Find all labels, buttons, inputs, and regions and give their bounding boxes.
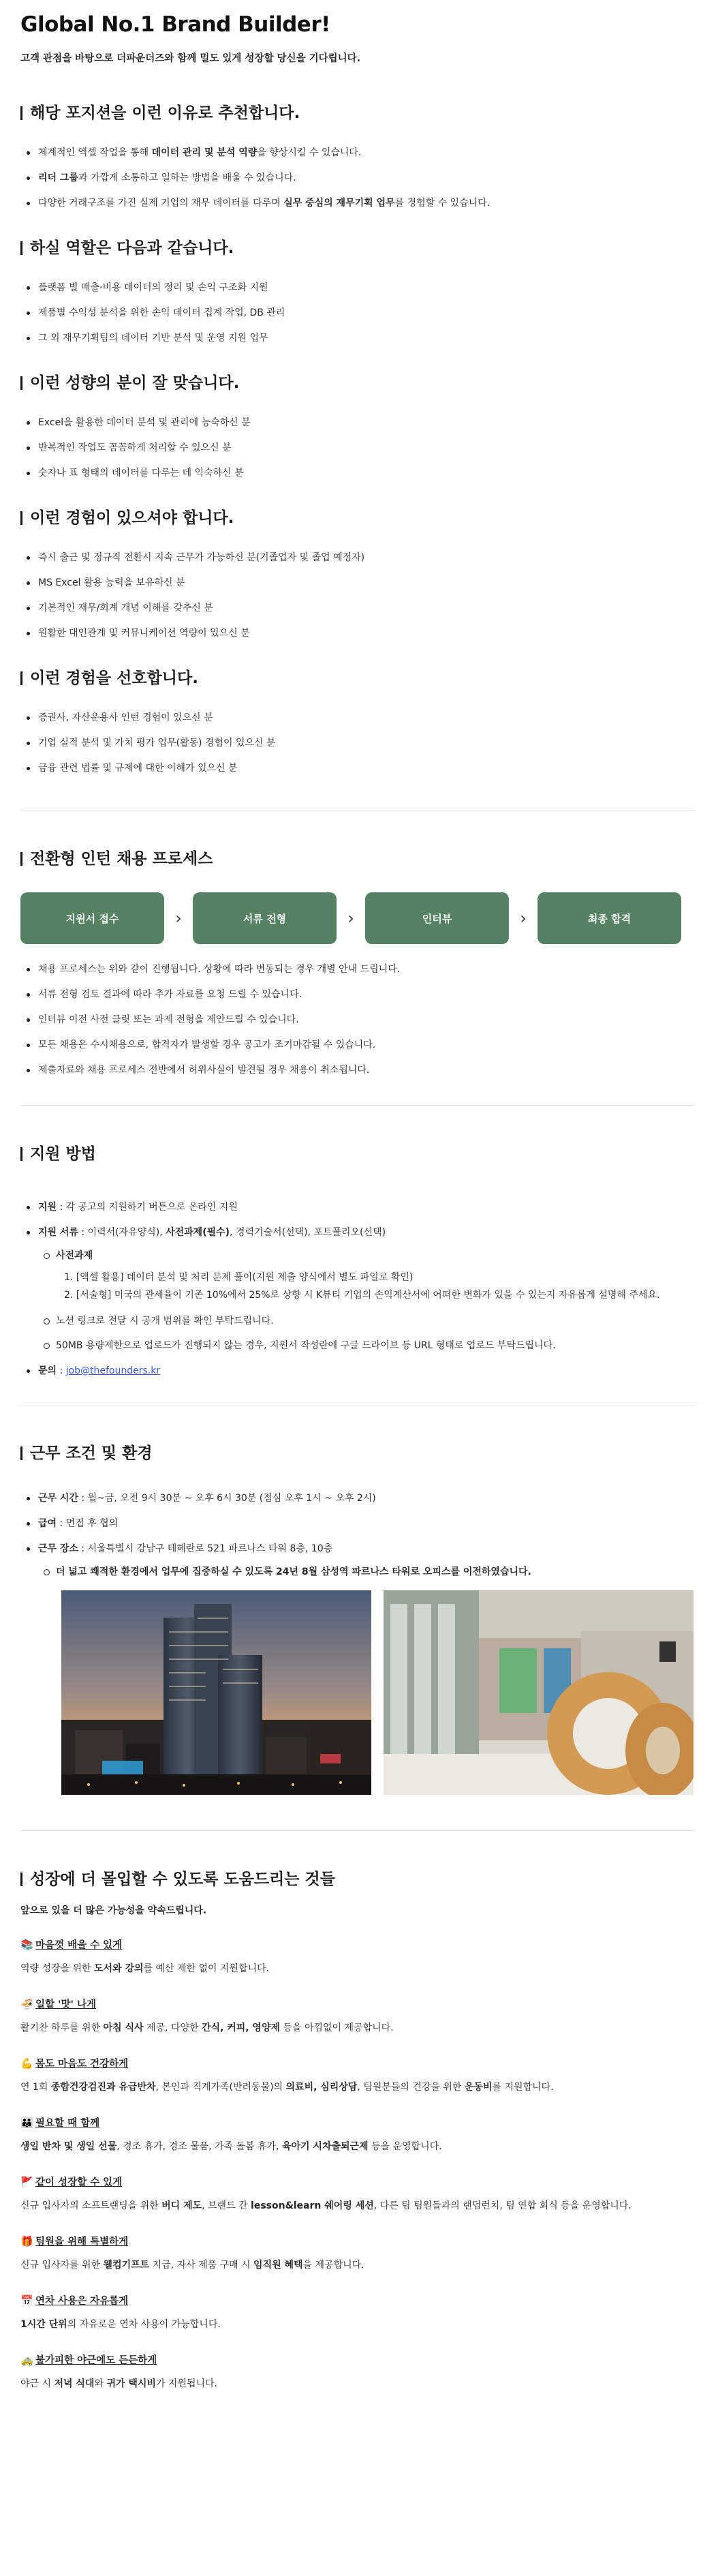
benefits-list xyxy=(20,1937,696,2393)
benefit-item xyxy=(20,2175,696,2215)
section-conditions xyxy=(20,1443,696,1795)
section-title: 전환형 인턴 채용 프로세스 xyxy=(20,849,696,869)
list-item: 모든 채용은 수시채용으로, 합격자가 발생할 경우 공고가 조기마감될 수 있습니다. xyxy=(20,1037,696,1052)
list-item: 반복적인 작업도 꼼꼼하게 처리할 수 있으신 분 xyxy=(20,440,696,455)
list-item: 인터뷰 이전 사전 클릿 또는 과제 전형을 제안드릴 수 있습니다. xyxy=(20,1012,696,1027)
benefit-label: 몸도 마음도 건강하게 xyxy=(35,2059,129,2070)
office-building-photo xyxy=(61,1590,371,1795)
benefit-title xyxy=(20,2293,696,2309)
section-title: 해당 포지션을 이런 이유로 추천합니다. xyxy=(20,103,696,123)
assignment-sublist xyxy=(38,1248,696,1353)
list-item: 서류 전형 검토 결과에 따라 추가 자료를 요청 드릴 수 있습니다. xyxy=(20,987,696,1002)
growth-intro: 앞으로 있을 더 많은 가능성을 약속드립니다. xyxy=(20,1905,207,1916)
divider xyxy=(20,1830,696,1831)
muscle-icon: 💪 xyxy=(20,2057,33,2070)
section-required xyxy=(20,508,696,641)
section-title: 지원 방법 xyxy=(20,1144,696,1164)
list-item: 지원 서류 : 이력서(자유양식), 사전과제(필수), 경력기술서(선택), 포트폴리오(선택) 사전과제 1. [엑셀 활용] 데이터 분석 및 처리 문제 풀이(지원 제출 양식에서 별도 파일로 확인) 2. [서술형] 미국의 관세율이 기존 10%에서 25%로 상향 시 K뷰티 기업의 손익계산서에 어떠한 변화가 있을 수 있는지 자유롭게 설명해 주세요. 노션 링크로 전달 시 공개 범위를 확인 부탁드립니다. 50MB 용량제한으로 업로드가 진행되지 않는 경우, 지원서 작성란에 구글 드라이브 등 URL 형태로 업로드 부탁드립니다. xyxy=(20,1225,696,1353)
list-item: 증권사, 자산운용사 인턴 경험이 있으신 분 xyxy=(20,710,696,725)
list-item: 근무 시간 : 월~금, 오전 9시 30분 ~ 오후 6시 30분 (점심 오후 1시 ~ 오후 2시) xyxy=(20,1491,696,1506)
roles-list xyxy=(20,280,696,346)
benefit-item xyxy=(20,1997,696,2037)
list-item: 2. [서술형] 미국의 관세율이 기존 10%에서 25%로 상향 시 K뷰티 기업의 손익계산서에 어떠한 변화가 있을 수 있는지 자유롭게 설명해 주세요. xyxy=(64,1290,660,1301)
benefit-desc: 야근 시 저녁 식대와 귀가 택시비가 지원됩니다. xyxy=(20,2378,217,2389)
list-item: 급여 : 면접 후 협의 xyxy=(20,1516,696,1531)
benefit-title xyxy=(20,2234,696,2249)
family-icon: 👪 xyxy=(20,2117,33,2129)
calendar-icon: 📅 xyxy=(20,2294,33,2307)
benefit-label: 연차 사용은 자유롭게 xyxy=(35,2296,129,2307)
apply-list xyxy=(20,1200,696,1378)
assignment-list xyxy=(64,1269,696,1304)
list-item: 원활한 대인관계 및 커뮤니케이션 역량이 있으신 분 xyxy=(20,626,696,641)
benefit-item xyxy=(20,1937,696,1978)
list-item: 기본적인 재무/회계 개념 이해를 갖추신 분 xyxy=(20,601,696,616)
section-apply xyxy=(20,1144,696,1378)
benefit-desc: 생일 반차 및 생일 선물, 경조 휴가, 경조 물품, 가족 돌봄 휴가, 육아기 시차출퇴근제 등을 운영합니다. xyxy=(20,2141,442,2152)
list-item: 그 외 재무기획팀의 데이터 기반 분석 및 운영 지원 업무 xyxy=(20,331,696,346)
process-notes xyxy=(20,962,696,1078)
list-item: 사전과제 1. [엑셀 활용] 데이터 분석 및 처리 문제 풀이(지원 제출 양식에서 별도 파일로 확인) 2. [서술형] 미국의 관세율이 기존 10%에서 25%로 상향 시 K뷰티 기업의 손익계산서에 어떠한 변화가 있을 수 있는지 자유롭게 설명해 주세요. xyxy=(38,1248,696,1304)
list-item: 지원 : 각 공고의 지원하기 버튼으로 온라인 지원 xyxy=(20,1200,696,1215)
benefit-label: 같이 성장할 수 있게 xyxy=(35,2177,123,2188)
chevron-right-icon: › xyxy=(347,909,354,928)
list-item: 제품별 수익성 분석을 위한 손익 데이터 집계 작업, DB 관리 xyxy=(20,305,696,320)
section-growth xyxy=(20,1869,696,2393)
process-step: 인터뷰 xyxy=(365,892,509,944)
list-item: 리더 그룹과 가깝게 소통하고 일하는 방법을 배울 수 있습니다. xyxy=(20,170,696,185)
section-preferred xyxy=(20,668,696,776)
list-item: 근무 장소 : 서울특별시 강남구 테헤란로 521 파르나스 타워 8층, 10층 더 넓고 쾌적한 환경에서 업무에 집중하실 수 있도록 24년 8월 삼성역 파르나스 타워로 오피스를 이전하였습니다. xyxy=(20,1541,696,1579)
section-title: 이런 성향의 분이 잘 맞습니다. xyxy=(20,373,696,393)
benefit-item xyxy=(20,2293,696,2333)
list-item: 문의 : job@thefounders.kr xyxy=(20,1363,696,1378)
list-item: 체계적인 엑셀 작업을 통해 데이터 관리 및 분석 역량을 향상시킬 수 있습니다. xyxy=(20,145,696,160)
section-reasons xyxy=(20,103,696,211)
list-item: 1. [엑셀 활용] 데이터 분석 및 처리 문제 풀이(지원 제출 양식에서 별도 파일로 확인) xyxy=(64,1272,414,1283)
divider xyxy=(20,1105,696,1106)
list-item: 금융 관련 법률 및 규제에 대한 이해가 있으신 분 xyxy=(20,761,696,776)
benefit-item xyxy=(20,2352,696,2393)
process-step: 최종 합격 xyxy=(538,892,681,944)
benefit-desc: 연 1회 종합건강검진과 유급반차, 본인과 직계가족(반려동물)의 의료비, 심리상담, 팀원분들의 건강을 위한 운동비를 지원합니다. xyxy=(20,2082,554,2093)
chevron-right-icon: › xyxy=(520,909,527,928)
list-item: 50MB 용량제한으로 업로드가 진행되지 않는 경우, 지원서 작성란에 구글 드라이브 등 URL 형태로 업로드 부탁드립니다. xyxy=(38,1338,696,1353)
list-item: 더 넓고 쾌적한 환경에서 업무에 집중하실 수 있도록 24년 8월 삼성역 파르나스 타워로 오피스를 이전하였습니다. xyxy=(38,1564,696,1579)
benefit-desc: 신규 입사자의 소프트랜딩을 위한 버디 제도, 브랜드 간 lesson&learn 쉐어링 세션, 다른 팀 팀원들과의 랜덤런치, 팀 연합 회식 등을 운영합니다. xyxy=(20,2200,632,2211)
section-process xyxy=(20,849,696,1078)
conditions-list xyxy=(20,1491,696,1579)
section-title: 이런 경험이 있으셔야 합니다. xyxy=(20,508,696,528)
list-item: 채용 프로세스는 위와 같이 진행됩니다. 상황에 따라 변동되는 경우 개별 안내 드립니다. xyxy=(20,962,696,977)
benefit-title xyxy=(20,2115,696,2131)
benefit-title xyxy=(20,2056,696,2072)
section-fit xyxy=(20,373,696,481)
process-step: 지원서 접수 xyxy=(20,892,164,944)
benefit-item xyxy=(20,2115,696,2155)
section-roles xyxy=(20,238,696,346)
benefit-label: 마음껏 배울 수 있게 xyxy=(35,1940,123,1951)
process-step: 서류 전형 xyxy=(193,892,337,944)
process-steps xyxy=(20,892,696,944)
list-item: 다양한 거래구조를 가진 실제 기업의 재무 데이터를 다루며 실무 중심의 재무기획 업무를 경험할 수 있습니다. xyxy=(20,196,696,211)
benefit-title xyxy=(20,2352,696,2368)
office-sublist xyxy=(38,1564,696,1579)
list-item: 제출자료와 채용 프로세스 전반에서 허위사실이 발견될 경우 채용이 취소됩니다. xyxy=(20,1063,696,1078)
benefit-title xyxy=(20,1997,696,2012)
benefit-item xyxy=(20,2056,696,2096)
flag-icon: 🚩 xyxy=(20,2176,33,2188)
list-item: 플랫폼 별 매출·비용 데이터의 정리 및 손익 구조화 지원 xyxy=(20,280,696,295)
page-title: Global No.1 Brand Builder! xyxy=(20,12,330,37)
section-title: 하실 역할은 다음과 같습니다. xyxy=(20,238,696,258)
list-item: 즉시 출근 및 정규직 전환시 지속 근무가 가능하신 분(기졸업자 및 졸업 예정자) xyxy=(20,550,696,565)
preferred-list xyxy=(20,710,696,776)
gift-icon: 🎁 xyxy=(20,2235,33,2247)
benefit-label: 필요할 때 함께 xyxy=(35,2118,100,2129)
list-item: MS Excel 활용 능력을 보유하신 분 xyxy=(20,575,696,590)
benefit-title xyxy=(20,2175,696,2190)
office-lobby-photo xyxy=(384,1590,694,1795)
list-item: 기업 실적 분석 및 가치 평가 업무(활동) 경험이 있으신 분 xyxy=(20,736,696,751)
page-subtitle: 고객 관점을 바탕으로 더파운더즈와 함께 밀도 있게 성장할 당신을 기다립니다. xyxy=(20,53,361,64)
required-list xyxy=(20,550,696,641)
benefit-item xyxy=(20,2234,696,2274)
benefit-label: 일할 '맛' 나게 xyxy=(35,1999,97,2010)
chevron-right-icon: › xyxy=(175,909,182,928)
list-item: 노션 링크로 전달 시 공개 범위를 확인 부탁드립니다. xyxy=(38,1314,696,1329)
taxi-icon: 🚕 xyxy=(20,2354,33,2366)
benefit-label: 불가피한 야근에도 든든하게 xyxy=(35,2355,157,2366)
section-title: 근무 조건 및 환경 xyxy=(20,1443,696,1464)
benefit-desc: 역량 성장을 위한 도서와 강의를 예산 제한 없이 지원합니다. xyxy=(20,1963,270,1974)
list-item: 숫자나 표 형태의 데이터를 다루는 데 익숙하신 분 xyxy=(20,466,696,481)
reasons-list xyxy=(20,145,696,211)
benefit-label: 팀원을 위해 특별하게 xyxy=(35,2237,129,2247)
list-item: Excel을 활용한 데이터 분석 및 관리에 능숙하신 분 xyxy=(20,415,696,430)
contact-email-link[interactable]: job@thefounders.kr xyxy=(65,1365,161,1376)
benefit-desc: 활기찬 하루를 위한 아침 식사 제공, 다양한 간식, 커피, 영양제 등을 아낌없이 제공합니다. xyxy=(20,2022,394,2033)
benefit-desc: 1시간 단위의 자유로운 연차 사용이 가능합니다. xyxy=(20,2319,221,2330)
fit-list xyxy=(20,415,696,481)
section-title: 성장에 더 몰입할 수 있도록 도움드리는 것들 xyxy=(20,1869,696,1890)
section-title: 이런 경험을 선호합니다. xyxy=(20,668,696,688)
benefit-title xyxy=(20,1937,696,1953)
book-icon: 📚 xyxy=(20,1939,33,1951)
benefit-desc: 신규 입사자를 위한 웰컴기프트 지급, 자사 제품 구매 시 임직원 혜택을 제공합니다. xyxy=(20,2260,364,2271)
meal-icon: 🍜 xyxy=(20,1998,33,2010)
office-photos xyxy=(20,1590,696,1795)
